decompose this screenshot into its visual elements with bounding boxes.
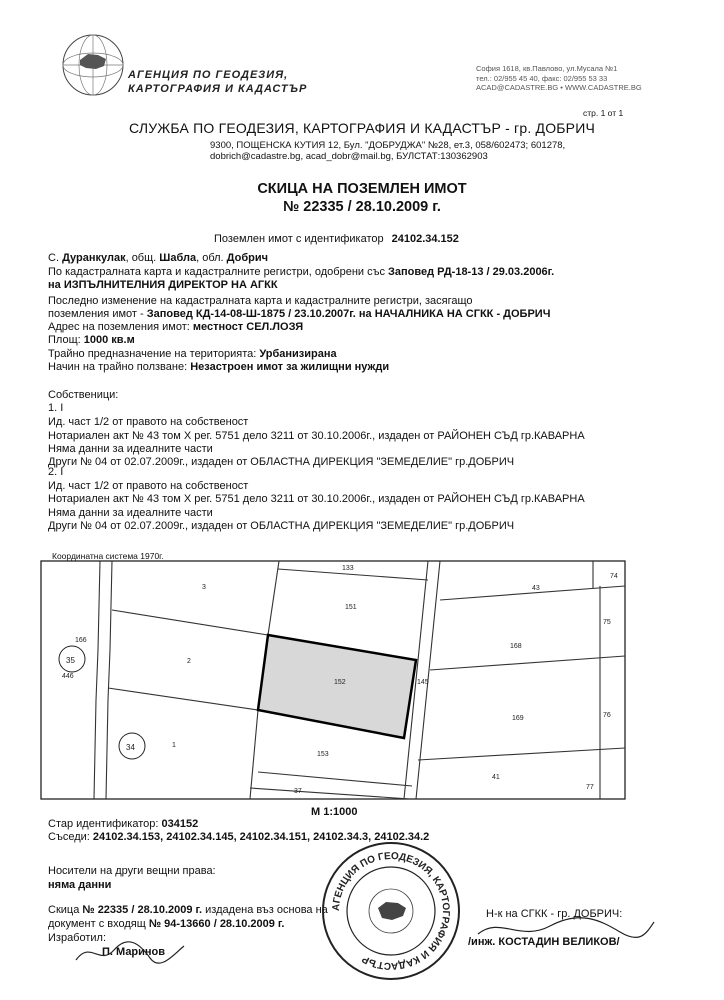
territory-purpose: Трайно предназначение на територията: Урбанизирана — [48, 348, 337, 360]
parcel-label: 43 — [532, 585, 540, 592]
block-label: 35 — [66, 656, 75, 665]
parcel-label: 133 — [342, 565, 354, 572]
document-title: СКИЦА НА ПОЗЕМЛЕН ИМОТ — [257, 181, 467, 197]
parcel-label: 1 — [172, 742, 176, 749]
owner-1-ideal: Няма данни за идеалните части — [48, 443, 213, 455]
map-scale: М 1:1000 — [311, 806, 358, 818]
owner-2-deed: Нотариален акт № 43 том X рег. 5751 дело 3211 от 30.10.2006г., издаден от РАЙОНЕН СЪД гр.КАВАРНА — [48, 493, 585, 505]
incoming-document: документ с входящ № 94-13660 / 28.10.2009 г. — [48, 918, 285, 930]
parcel-label: 145 — [417, 679, 429, 686]
owner-1-deed: Нотариален акт № 43 том X рег. 5751 дело 3211 от 30.10.2006г., издаден от РАЙОНЕН СЪД гр.КАВАРНА — [48, 430, 585, 442]
neighbors: Съседи: 24102.34.153, 24102.34.145, 24102.34.151, 24102.34.3, 24102.34.2 — [48, 831, 430, 843]
parcel-identifier: Поземлен имот с идентификатор 24102.34.152 — [214, 233, 459, 245]
parcel-label: 446 — [62, 673, 74, 680]
head-title: Н-к на СГКК - гр. ДОБРИЧ: — [486, 908, 623, 920]
cadastral-map-order: По кадастралната карта и кадастралните регистри, одобрени със Заповед РД-18-13 / 29.03.2006г. — [48, 266, 555, 278]
parcel-label: 168 — [510, 643, 522, 650]
cadastral-sketch — [40, 560, 626, 800]
owner-1-share: Ид. част 1/2 от правото на собственост — [48, 416, 249, 428]
parcel-label: 152 — [334, 679, 346, 686]
issued-basis: Скица № 22335 / 28.10.2009 г. издадена въз основа на — [48, 904, 328, 916]
last-change-order: поземления имот - Заповед КД-14-08-Ш-1875 / 23.10.2007г. на НАЧАЛНИКА НА СГКК - ДОБРИЧ — [48, 308, 551, 320]
office-address: 9300, ПОЩЕНСКА КУТИЯ 12, Бул. "ДОБРУДЖА" №28, ет.3, 058/602473; 601278, dobrich@cadastre.bg, acad_dobr@mail.bg, БУЛСТАТ:130362903 — [210, 140, 566, 162]
parcel-label: 2 — [187, 658, 191, 665]
location-line: С. Дуранкулак, общ. Шабла, обл. Добрич — [48, 252, 269, 264]
cadastral-map-authority: на ИЗПЪЛНИТЕЛНИЯ ДИРЕКТОР НА АГКК — [48, 279, 278, 291]
agency-name: АГЕНЦИЯ ПО ГЕОДЕЗИЯ, КАРТОГРАФИЯ И КАДАСТЪР — [128, 69, 308, 95]
other-rights-label: Носители на други вещни права: — [48, 865, 216, 877]
parcel-label: 75 — [603, 619, 611, 626]
prepared-by: П. Маринов — [102, 946, 166, 958]
head-name: /инж. КОСТАДИН ВЕЛИКОВ/ — [468, 936, 620, 948]
owner-2-ideal: Няма данни за идеалните части — [48, 507, 213, 519]
old-identifier: Стар идентификатор: 034152 — [48, 818, 199, 830]
svg-text:АГЕНЦИЯ ПО ГЕОДЕЗИЯ, КАРТОГРАФ: АГЕНЦИЯ ПО ГЕОДЕЗИЯ, КАРТОГРАФИЯ И КАДАСТЪР — [330, 850, 452, 972]
parcel-address: Адрес на поземления имот: местност СЕЛ.ЛОЗЯ — [48, 321, 304, 333]
agency-logo-icon — [58, 30, 128, 100]
parcel-label: 153 — [317, 751, 329, 758]
parcel-label: 3 — [202, 584, 206, 591]
parcel-label: 76 — [603, 712, 611, 719]
signature-icon — [470, 914, 660, 944]
owner-2-share: Ид. част 1/2 от правото на собственост — [48, 480, 249, 492]
agency-contact: София 1618, кв.Павлово, ул.Мусала №1 тел.: 02/955 45 40, факс: 02/955 53 33 ACAD@CADASTRE.BG • WWW.CADASTRE.BG — [476, 64, 642, 92]
prepared-label: Изработил: — [48, 932, 107, 944]
office-name: СЛУЖБА ПО ГЕОДЕЗИЯ, КАРТОГРАФИЯ И КАДАСТЪР - гр. ДОБРИЧ — [128, 120, 596, 136]
last-change-text: Последно изменение на кадастралната карта и кадастралните регистри, засягащо — [48, 295, 473, 307]
official-stamp-icon — [320, 840, 462, 982]
other-rights-value: няма данни — [48, 879, 112, 891]
parcel-area: Площ: 1000 кв.м — [48, 334, 135, 346]
block-label: 34 — [126, 743, 135, 752]
document-number: № 22335 / 28.10.2009 г. — [283, 199, 441, 215]
parcel-label: 169 — [512, 715, 524, 722]
parcel-label: 74 — [610, 573, 618, 580]
parcel-label: 151 — [345, 604, 357, 611]
coordinate-system: Координатна система 1970г. — [52, 551, 164, 561]
owner-2-other: Други № 04 от 02.07.2009г., издаден от ОБЛАСТНА ДИРЕКЦИЯ "ЗЕМЕДЕЛИЕ" гр.ДОБРИЧ — [48, 520, 515, 532]
parcel-label: 37 — [294, 788, 302, 795]
owners-heading: Собственици: — [48, 389, 119, 401]
signature-icon — [70, 936, 190, 970]
parcel-label: 41 — [492, 774, 500, 781]
owner-2-number: 2. I — [48, 466, 64, 478]
parcel-label: 166 — [75, 637, 87, 644]
owner-1-other: Други № 04 от 02.07.2009г., издаден от ОБЛАСТНА ДИРЕКЦИЯ "ЗЕМЕДЕЛИЕ" гр.ДОБРИЧ — [48, 456, 515, 468]
page-number: стр. 1 от 1 — [583, 108, 624, 118]
parcel-label: 77 — [586, 784, 594, 791]
usage-type: Начин на трайно ползване: Незастроен имот за жилищни нужди — [48, 361, 390, 373]
owner-1-number: 1. I — [48, 402, 64, 414]
